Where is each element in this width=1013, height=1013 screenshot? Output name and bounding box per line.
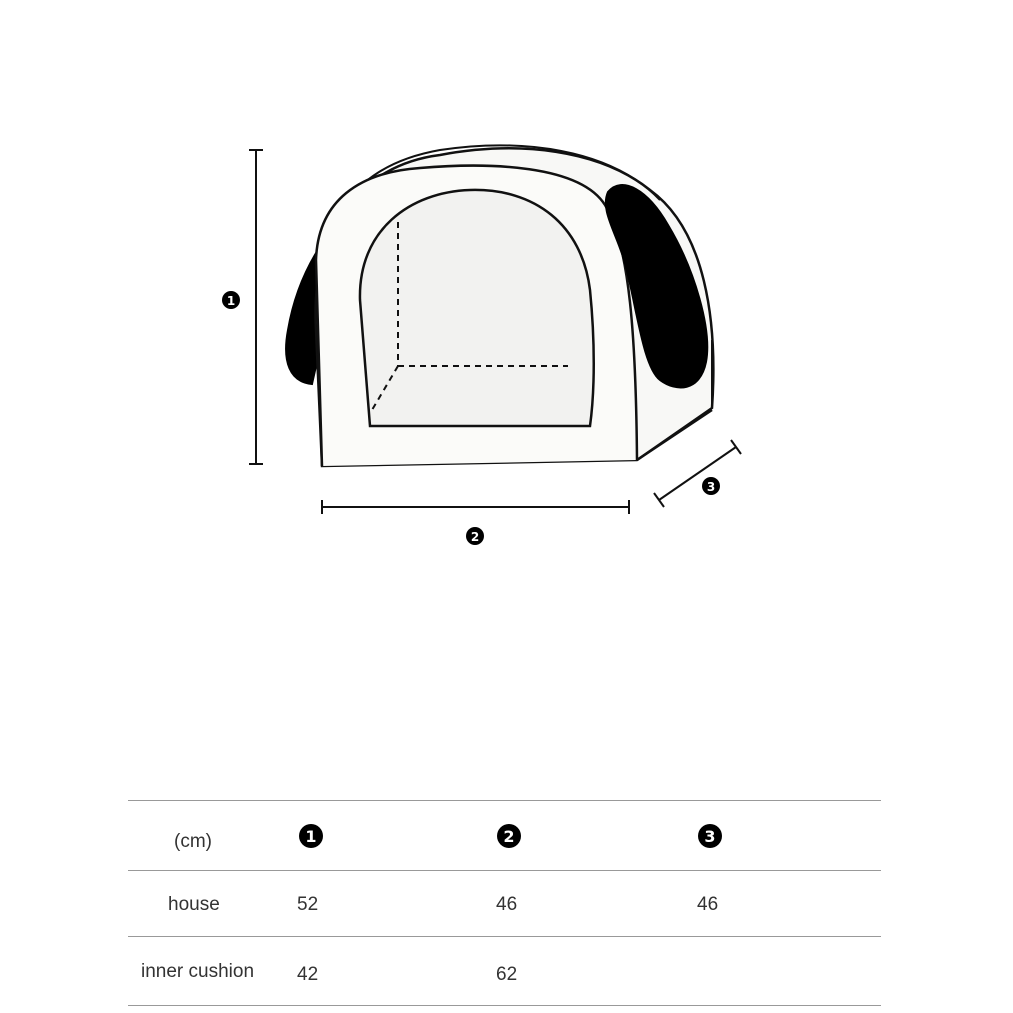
unit-label: (cm)	[174, 831, 212, 852]
marker-3-label: 3	[706, 480, 716, 494]
column-header-3: 3	[698, 824, 722, 848]
table-rule-top	[128, 800, 881, 801]
dimension-depth	[654, 440, 741, 507]
marker-2-label: 2	[470, 530, 480, 544]
row-label-house: house	[168, 894, 220, 915]
dimension-width	[322, 500, 629, 514]
house-value-2: 46	[496, 894, 518, 915]
column-header-1: 1	[299, 824, 323, 848]
dimension-height	[249, 150, 263, 464]
table-rule-2	[128, 936, 881, 937]
house-value-1: 52	[297, 894, 319, 915]
house-value-3: 46	[697, 894, 719, 915]
row-label-inner-cushion: inner cushion	[141, 961, 255, 982]
column-header-2: 2	[497, 824, 521, 848]
marker-1-label: 1	[226, 294, 236, 308]
table-rule-bottom	[128, 1005, 881, 1006]
table-rule-1	[128, 870, 881, 871]
cushion-value-2: 62	[496, 964, 518, 985]
doorway	[360, 190, 594, 426]
cushion-value-1: 42	[297, 964, 319, 985]
